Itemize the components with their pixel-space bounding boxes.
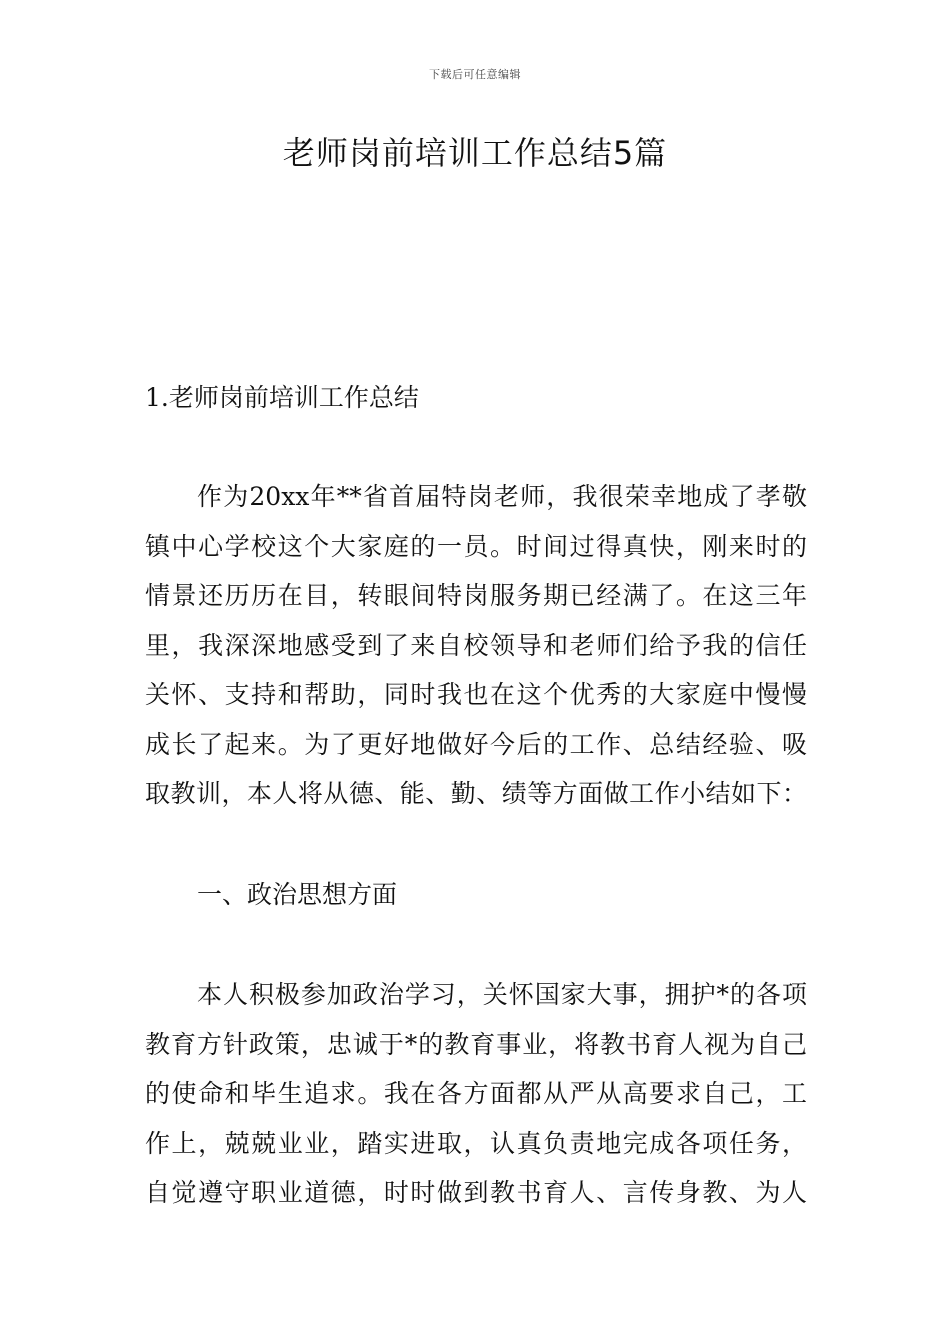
paragraph-line: 本人积极参加政治学习，关怀国家大事，拥护*的各项 [197, 980, 807, 1009]
paragraph-line: 作为20xx年**省首届特岗老师，我很荣幸地成了孝敬 [197, 482, 807, 511]
paragraph-2 [145, 970, 807, 1218]
paragraph-line: 教育方针政策，忠诚于*的教育事业，将教书育人视为自己 [145, 1029, 807, 1059]
section-heading: 1.老师岗前培训工作总结 [145, 383, 419, 412]
paragraph-line: 的使命和毕生追求。我在各方面都从严从高要求自己，工 [145, 1079, 807, 1108]
paragraph-line: 取教训，本人将从德、能、勤、绩等方面做工作小结如下： [145, 779, 807, 808]
paragraph-line: 镇中心学校这个大家庭的一员。时间过得真快，刚来时的 [145, 531, 807, 561]
paragraph-line: 关怀、支持和帮助，同时我也在这个优秀的大家庭中慢慢 [145, 680, 807, 709]
paragraph-line: 情景还历历在目，转眼间特岗服务期已经满了。在这三年 [145, 581, 807, 610]
paragraph-line: 里，我深深地感受到了来自校领导和老师们给予我的信任 [145, 630, 807, 660]
paragraph-line: 成长了起来。为了更好地做好今后的工作、总结经验、吸 [145, 729, 807, 759]
paragraph-1 [145, 472, 807, 819]
header-note: 下载后可任意编辑 [429, 68, 521, 81]
paragraph-line: 作上，兢兢业业，踏实进取，认真负责地完成各项任务， [145, 1128, 807, 1158]
document-title: 老师岗前培训工作总结5篇 [282, 134, 668, 172]
sub-heading: 一、政治思想方面 [197, 880, 398, 909]
paragraph-line: 自觉遵守职业道德，时时做到教书育人、言传身教、为人 [145, 1178, 807, 1207]
